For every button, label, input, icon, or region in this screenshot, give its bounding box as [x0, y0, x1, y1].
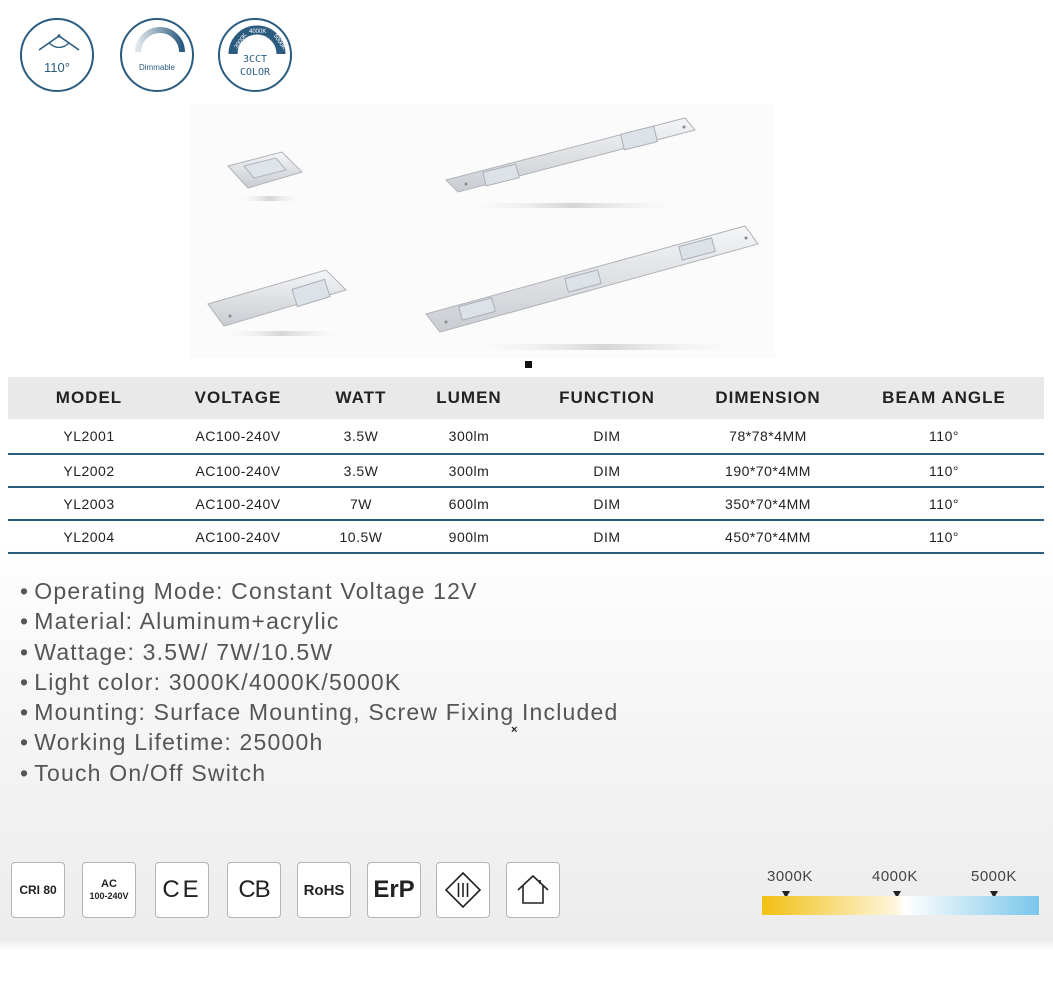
cell-dimension: 190*70*4MM — [692, 454, 844, 487]
scale-label-3000k: 3000K — [767, 868, 813, 885]
cell-beam-angle: 110° — [844, 487, 1044, 520]
cri-label: CRI 80 — [19, 883, 57, 897]
cell-voltage: AC100-240V — [170, 419, 306, 454]
beam-angle-label: 110° — [44, 60, 70, 75]
rohs-mark: RoHS — [303, 881, 345, 899]
cell-voltage: AC100-240V — [170, 454, 306, 487]
cct-line1: 3CCT — [242, 54, 268, 65]
cell-dimension: 78*78*4MM — [692, 419, 844, 454]
cell-function: DIM — [522, 487, 692, 520]
cell-voltage: AC100-240V — [170, 520, 306, 553]
cell-beam-angle: 110° — [844, 520, 1044, 553]
stray-mark: × — [511, 724, 518, 736]
feature-mounting: • Mounting: Surface Mounting, Screw Fixing Included — [20, 697, 619, 727]
feature-operating-mode: • Operating Mode: Constant Voltage 12V — [20, 576, 619, 606]
col-lumen: LUMEN — [416, 377, 522, 419]
class-iii-icon — [443, 870, 483, 910]
scale-label-4000k: 4000K — [872, 868, 918, 885]
cell-watt: 7W — [306, 487, 416, 520]
cell-lumen: 900lm — [416, 520, 522, 553]
rohs-cert — [297, 862, 351, 918]
scale-gradient-bar — [762, 896, 1039, 915]
ce-mark: CE — [162, 876, 202, 903]
ac-label: AC — [101, 878, 117, 890]
feature-light-color: • Light color: 3000K/4000K/5000K — [20, 667, 619, 697]
cct-color-badge — [218, 18, 292, 92]
feature-list — [20, 576, 619, 788]
col-dimension: DIMENSION — [692, 377, 844, 419]
cell-lumen: 600lm — [416, 487, 522, 520]
cb-mark: CB — [238, 876, 270, 903]
cell-voltage: AC100-240V — [170, 487, 306, 520]
cell-function: DIM — [522, 454, 692, 487]
erp-mark: ErP — [373, 876, 415, 903]
indoor-use-cert — [506, 862, 560, 918]
slide-marker — [525, 361, 532, 368]
ce-cert — [155, 862, 209, 918]
cell-function: DIM — [522, 520, 692, 553]
cell-model: YL2002 — [8, 454, 170, 487]
cell-dimension: 450*70*4MM — [692, 520, 844, 553]
dimmable-badge — [120, 18, 194, 92]
spec-table — [8, 377, 1044, 554]
color-temperature-scale — [762, 868, 1039, 918]
cell-beam-angle: 110° — [844, 419, 1044, 454]
table-row — [8, 419, 1044, 454]
dimmable-label: Dimmable — [138, 63, 175, 72]
cell-lumen: 300lm — [416, 419, 522, 454]
house-icon — [513, 870, 553, 910]
feature-material: • Material: Aluminum+acrylic — [20, 606, 619, 636]
table-row — [8, 487, 1044, 520]
feature-switch: • Touch On/Off Switch — [20, 758, 619, 788]
erp-cert — [367, 862, 421, 918]
scale-label-5000k: 5000K — [971, 868, 1017, 885]
cell-model: YL2004 — [8, 520, 170, 553]
col-beam-angle: BEAM ANGLE — [844, 377, 1044, 419]
cct-tag-3000: 3000K — [233, 32, 249, 51]
beam-angle-badge — [20, 18, 94, 92]
cell-watt: 10.5W — [306, 520, 416, 553]
cell-model: YL2001 — [8, 419, 170, 454]
ac-range-label: 100-240V — [89, 891, 129, 901]
dimmable-icon — [122, 20, 196, 94]
table-row — [8, 520, 1044, 553]
cell-lumen: 300lm — [416, 454, 522, 487]
class-iii-cert — [436, 862, 490, 918]
cell-function: DIM — [522, 419, 692, 454]
beam-angle-icon — [22, 20, 96, 94]
col-watt: WATT — [306, 377, 416, 419]
col-function: FUNCTION — [522, 377, 692, 419]
cell-model: YL2003 — [8, 487, 170, 520]
cell-dimension: 350*70*4MM — [692, 487, 844, 520]
feature-wattage: • Wattage: 3.5W/ 7W/10.5W — [20, 637, 619, 667]
cell-beam-angle: 110° — [844, 454, 1044, 487]
col-model: MODEL — [8, 377, 170, 419]
cct-tag-5000: 5000K — [271, 33, 287, 51]
table-header-row — [8, 377, 1044, 419]
cct-tag-4000: 4000K — [249, 29, 267, 35]
product-photo — [190, 104, 775, 358]
cb-cert — [227, 862, 281, 918]
product-illustration — [190, 104, 775, 358]
col-voltage: VOLTAGE — [170, 377, 306, 419]
feature-lifetime: • Working Lifetime: 25000h — [20, 727, 619, 757]
cell-watt: 3.5W — [306, 419, 416, 454]
ac-voltage-cert — [82, 862, 136, 918]
cell-watt: 3.5W — [306, 454, 416, 487]
cct-line2: COLOR — [239, 67, 271, 78]
cri-80-cert — [11, 862, 65, 918]
table-row — [8, 454, 1044, 487]
